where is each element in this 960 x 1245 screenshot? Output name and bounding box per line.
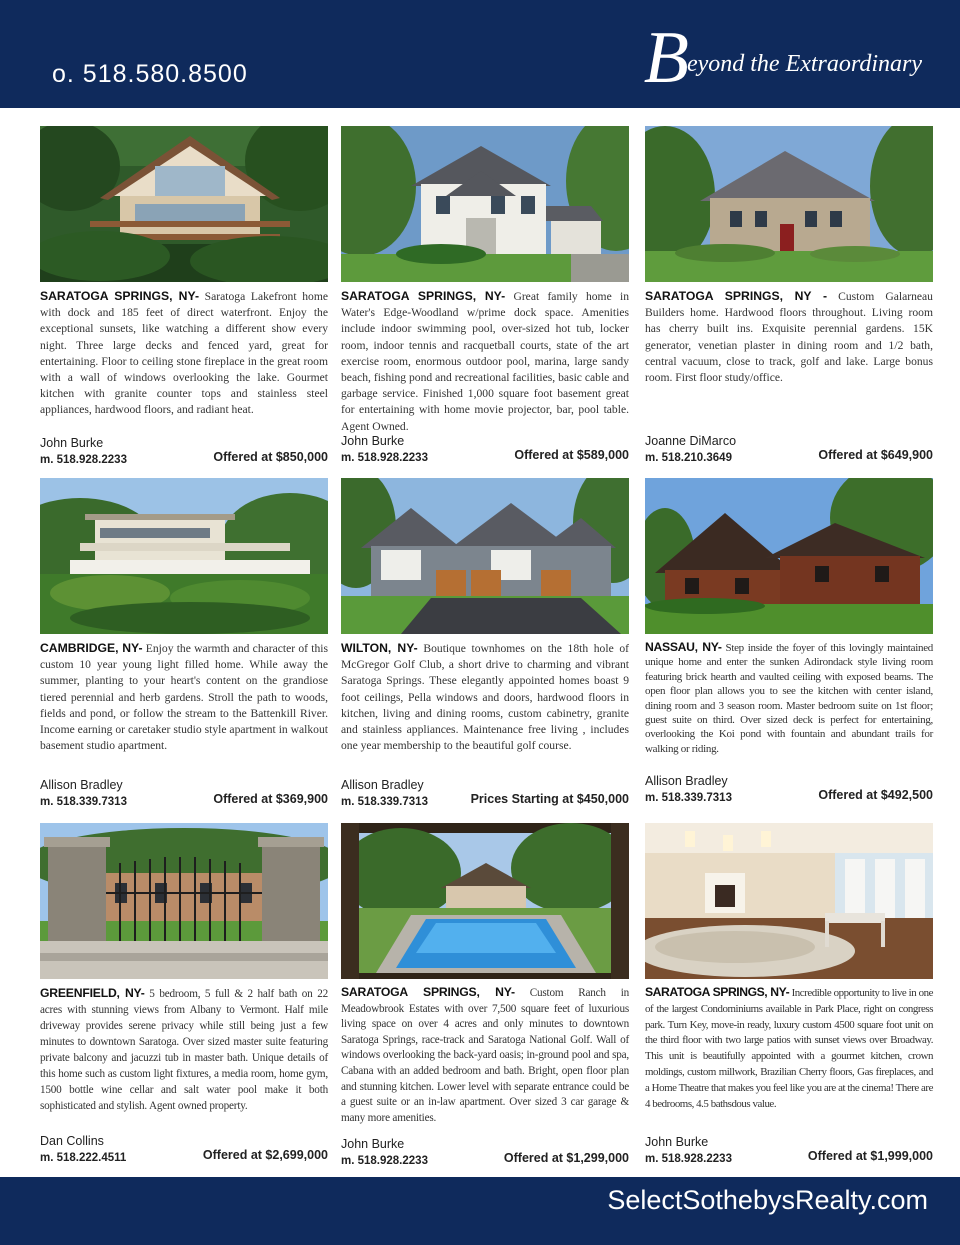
- listing-text: Great family home in Water's Edge-Woodland w/prime dock space. Amenities include indoor swimming pool, over-sized hot tub, locker room, indoor tennis and racquetball courts, state of the art exercise room, enormous outdoor pool, marina, large sandy beach, fishing pond and recreational facilities, basic cable and garbage service. Finished 1,000 square foot basement great for entertaining with home movie projector, bar, pool table. Agent Owned.: [341, 290, 629, 433]
- listing-agent-block: [341, 778, 629, 812]
- listing-location: NASSAU, NY-: [645, 640, 722, 654]
- listing-description: [40, 985, 328, 1114]
- listing-text: Saratoga Lakefront home with dock and 185 feet of direct waterfront. Enjoy the exceptional sunsets, like watching a different show every night. Three large decks and fenced yard, great for entertaining. Floor to ceiling stone fireplace in the great room with a wall of windows overlooking the lake. Gourmet kitchen with granite counter tops and stainless steel appliances, hardwood floors, and radiant heat.: [40, 290, 328, 417]
- agent-name: John Burke: [645, 1135, 709, 1149]
- listing-description: [645, 288, 933, 386]
- listing-photo-lakefront-home: [40, 126, 328, 282]
- agent-name: Allison Bradley: [40, 778, 123, 792]
- listing-description: [341, 985, 629, 1126]
- listing-description: [40, 640, 328, 754]
- listing-price: Offered at $2,699,000: [202, 1148, 328, 1162]
- listing-photo-family-home: [341, 126, 629, 282]
- listing-description: [341, 640, 629, 754]
- agent-name: John Burke: [341, 1137, 405, 1151]
- listing-price: Offered at $1,299,000: [503, 1151, 629, 1165]
- listing-location: SARATOGA SPRINGS, NY-: [40, 289, 199, 303]
- listing-price: Offered at $492,500: [818, 788, 933, 802]
- listing-text: Step inside the foyer of this lovingly maintained unique home and enter the sunken Adirondack style living room featuring brick hearth and vaulted ceiling with exposed beams. The open floor plan allows you to see the kitchen with center island, dining room and 3 season room. Master bedroom suite on 1st floor; guest suite on third. Over sized deck is perfect for entertaining, overlooking the Koi pond with fountain and abundant trails for walking or riding.: [645, 642, 933, 755]
- agent-phone: m. 518.210.3649: [645, 452, 732, 464]
- listing-text: Custom Galarneau Builders home. Hardwood floors throughout. Living room has cherry built ins. Exquisite perennial gardens. 15K generator, venetian plaster in dining room and 1/2 bath, central vacuum, close to track, golf and lake. Large bonus room. First floor study/office.: [645, 290, 933, 385]
- listing-location: SARATOGA SPRINGS, NY-: [341, 985, 515, 999]
- agent-phone: m. 518.928.2233: [645, 1153, 732, 1165]
- agent-name: Dan Collins: [40, 1134, 104, 1148]
- listing-agent-block: [40, 1134, 328, 1168]
- listing-photo-condo-interior: [645, 823, 933, 979]
- listing-text: Incredible opportunity to live in one of the largest Condominiums available in Park Place, right on congress park. Turn Key, move-in ready, luxury custom 4500 square foot unit on the third floor with two large patios with sunset views over Broadway. This unit is beautifully appointed with a gourmet kitchen, crown moldings, custom millwork, Brazilian Cherry floors, Gas fireplaces, and a Home Theatre that makes you feel like you are at the cinema! There are 4 bedrooms, 4.5 bathsdous value.: [645, 987, 933, 1110]
- tagline-initial: B: [643, 17, 689, 99]
- agent-name: Allison Bradley: [341, 778, 424, 792]
- listing-price: Prices Starting at $450,000: [470, 792, 629, 806]
- listing-location: GREENFIELD, NY-: [40, 986, 145, 1000]
- listing-location: WILTON, NY-: [341, 641, 418, 655]
- listing-agent-block: [645, 434, 933, 468]
- listing-price: Offered at $649,900: [818, 448, 933, 462]
- agent-phone: m. 518.339.7313: [40, 796, 127, 808]
- listing-agent-block: [341, 434, 629, 468]
- listing-text: Custom Ranch in Meadowbrook Estates with over 7,500 square feet of luxurious living space on over 4 acres and only minutes to downtown Saratoga Springs, race-track and Saratoga National Golf. Wall of windows overlooking the back-yard oasis; in-ground pool and spa, Cabana with an added bedroom and bath. Bright, open floor plan and stunning kitchen. Lower level with separate entrance could be a guest suite or an in-law apartment. Over sized 3 car garage & many more amenities.: [341, 987, 629, 1124]
- listing-price: Offered at $1,999,000: [807, 1149, 933, 1163]
- listing-agent-block: [40, 778, 328, 812]
- listing-description: [40, 288, 328, 419]
- listing-photo-adirondack-home: [645, 478, 933, 634]
- listing-price: Offered at $369,900: [213, 792, 328, 806]
- listing-price: Offered at $589,000: [514, 448, 629, 462]
- tagline: [643, 17, 922, 99]
- listing-text: 5 bedroom, 5 full & 2 half bath on 22 acres with stunning views from Albany to Vermont. Half mile driveway provides serene privacy while still being just a few minutes to downtown Saratoga. Over sized master suite featuring private balcony and jacuzzi tub in master bath. Unique details of this home such as custom light fixtures, a media room, home gym, 1500 bottle wine cellar and salt water pool make it both sophisticated and stylish. Agent owned property.: [40, 988, 328, 1112]
- listing-description: [341, 288, 629, 435]
- listing-agent-block: [40, 436, 328, 470]
- agent-phone: m. 518.222.4511: [40, 1152, 127, 1164]
- website-link[interactable]: SelectSothebysRealty.com: [607, 1185, 928, 1215]
- listing-location: SARATOGA SPRINGS, NY-: [341, 289, 506, 303]
- header-banner: [0, 0, 960, 108]
- listing-agent-block: [341, 1137, 629, 1171]
- listing-location: SARATOGA SPRINGS, NY-: [645, 985, 790, 999]
- office-phone: o. 518.580.8500: [52, 60, 248, 88]
- agent-name: Allison Bradley: [645, 774, 728, 788]
- listing-description: [645, 985, 933, 1112]
- listing-photo-country-home: [40, 478, 328, 634]
- listing-text: Boutique townhomes on the 18th hole of McGregor Golf Club, a short drive to charming and vibrant Saratoga Springs. These elegantly appointed homes boast 9 foot ceilings, Pella windows and doors, hardwood floors in kitchen, living and dining rooms, custom cabinetry, granite and stainless appliances. Maintenance free living , includes one year membership to the beautiful golf course.: [341, 642, 629, 753]
- listing-photo-townhomes: [341, 478, 629, 634]
- agent-phone: m. 518.928.2233: [40, 454, 127, 466]
- tagline-text: eyond the Extraordinary: [686, 51, 922, 77]
- listing-location: CAMBRIDGE, NY-: [40, 641, 143, 655]
- listing-location: SARATOGA SPRINGS, NY -: [645, 289, 828, 303]
- agent-name: Joanne DiMarco: [645, 434, 737, 448]
- agent-phone: m. 518.928.2233: [341, 452, 428, 464]
- listing-photo-pool-backyard: [341, 823, 629, 979]
- listing-agent-block: [645, 1135, 933, 1169]
- listing-text: Enjoy the warmth and character of this custom 10 year young light filled home. While away the summer, planting to your heart's content on the grandiose tiered perennial and herb gardens. Stroll the path to woods, fields and pond, or follow the stream to the Battenkill River. Income earning or caretaker studio style apartment in walkout basement studio apartment.: [40, 642, 328, 753]
- agent-name: John Burke: [40, 436, 104, 450]
- listing-agent-block: [645, 774, 933, 808]
- agent-phone: m. 518.928.2233: [341, 1155, 428, 1167]
- listing-price: Offered at $850,000: [213, 450, 328, 464]
- footer-banner: [0, 1177, 960, 1245]
- listing-photo-custom-home: [645, 126, 933, 282]
- listing-description: [645, 640, 933, 756]
- agent-phone: m. 518.339.7313: [341, 796, 428, 808]
- listing-photo-estate-gate: [40, 823, 328, 979]
- agent-phone: m. 518.339.7313: [645, 792, 732, 804]
- agent-name: John Burke: [341, 434, 405, 448]
